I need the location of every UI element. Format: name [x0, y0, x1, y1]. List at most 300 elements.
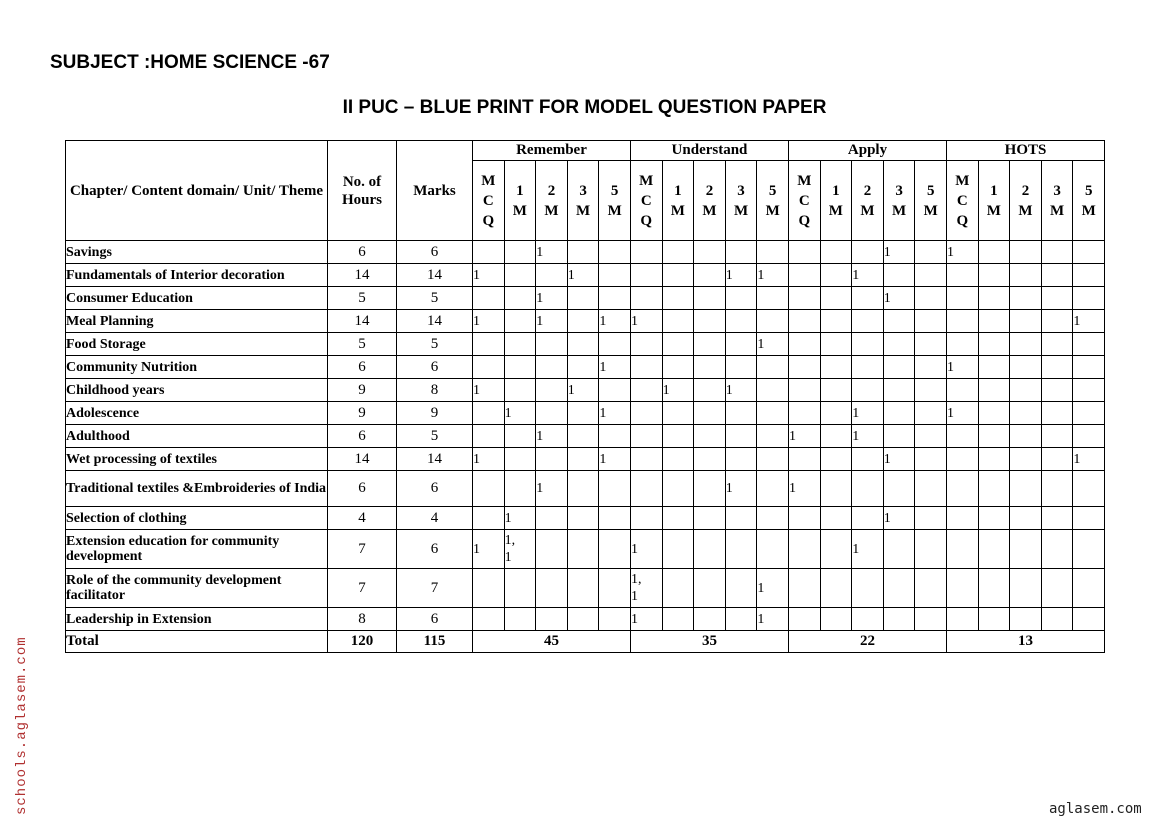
row-cell [915, 241, 947, 264]
row-cell [757, 448, 789, 471]
row-cell: 1, 1 [630, 569, 662, 608]
row-cell [947, 608, 979, 631]
row-cell [662, 608, 694, 631]
row-cell [1073, 425, 1105, 448]
row-cell [599, 425, 631, 448]
row-chapter-name: Wet processing of textiles [66, 448, 328, 471]
row-cell [1073, 356, 1105, 379]
row-cell [567, 425, 599, 448]
row-cell [1010, 287, 1042, 310]
row-cell [757, 287, 789, 310]
row-cell [757, 425, 789, 448]
row-cell [725, 241, 757, 264]
row-cell [473, 287, 505, 310]
row-cell [1073, 402, 1105, 425]
row-cell: 1 [757, 333, 789, 356]
row-cell [852, 608, 884, 631]
subheader-hots-4: 5 M [1073, 161, 1105, 241]
row-cell [947, 530, 979, 569]
row-cell [662, 402, 694, 425]
row-cell [630, 448, 662, 471]
row-cell [915, 507, 947, 530]
row-cell [947, 448, 979, 471]
row-cell [1041, 471, 1073, 507]
row-chapter-name: Extension education for community development [66, 530, 328, 569]
row-chapter-name: Fundamentals of Interior decoration [66, 264, 328, 287]
row-cell: 1 [599, 402, 631, 425]
row-chapter-name: Consumer Education [66, 287, 328, 310]
row-cell: 1 [757, 608, 789, 631]
row-cell [567, 507, 599, 530]
row-marks: 4 [397, 507, 473, 530]
subheader-understand-0: M C Q [630, 161, 662, 241]
row-cell [883, 379, 915, 402]
row-cell: 1 [1073, 448, 1105, 471]
row-cell [789, 310, 821, 333]
row-marks: 5 [397, 333, 473, 356]
row-cell [852, 287, 884, 310]
row-cell [915, 379, 947, 402]
row-cell: 1 [757, 264, 789, 287]
row-cell [978, 264, 1010, 287]
row-marks: 7 [397, 569, 473, 608]
row-cell [820, 530, 852, 569]
row-cell [694, 310, 726, 333]
row-cell: 1 [504, 402, 536, 425]
subheader-apply-4: 5 M [915, 161, 947, 241]
row-cell [1010, 471, 1042, 507]
row-cell [630, 356, 662, 379]
total-hours: 120 [328, 631, 397, 653]
row-marks: 14 [397, 310, 473, 333]
header-group-apply: Apply [789, 141, 947, 161]
row-chapter-name: Childhood years [66, 379, 328, 402]
header-group-remember: Remember [473, 141, 631, 161]
row-cell [567, 333, 599, 356]
row-cell [789, 241, 821, 264]
row-cell [789, 356, 821, 379]
row-cell [630, 425, 662, 448]
table-row [66, 356, 1105, 379]
total-label: Total [66, 631, 328, 653]
row-hours: 6 [328, 356, 397, 379]
row-cell [599, 333, 631, 356]
row-cell [978, 569, 1010, 608]
row-cell [1073, 471, 1105, 507]
row-chapter-name: Selection of clothing [66, 507, 328, 530]
row-cell [820, 507, 852, 530]
row-cell [883, 264, 915, 287]
row-cell: 1 [757, 569, 789, 608]
subheader-remember-2: 2 M [536, 161, 568, 241]
row-cell [978, 425, 1010, 448]
row-cell [820, 287, 852, 310]
row-cell: 1 [725, 471, 757, 507]
row-cell [1041, 530, 1073, 569]
row-cell [915, 310, 947, 333]
row-cell [725, 310, 757, 333]
row-cell [630, 264, 662, 287]
row-cell [947, 287, 979, 310]
table-row [66, 448, 1105, 471]
row-cell [757, 507, 789, 530]
row-cell [978, 287, 1010, 310]
row-chapter-name: Meal Planning [66, 310, 328, 333]
row-cell: 1 [725, 264, 757, 287]
table-row [66, 264, 1105, 287]
row-cell [504, 264, 536, 287]
row-cell [536, 569, 568, 608]
row-cell [978, 379, 1010, 402]
row-cell [473, 507, 505, 530]
row-cell [504, 569, 536, 608]
row-cell [820, 241, 852, 264]
row-cell [789, 448, 821, 471]
row-cell [1041, 379, 1073, 402]
row-cell [567, 471, 599, 507]
row-hours: 4 [328, 507, 397, 530]
row-cell: 1 [504, 507, 536, 530]
row-cell [852, 310, 884, 333]
row-cell [567, 608, 599, 631]
subheader-understand-1: 1 M [662, 161, 694, 241]
row-marks: 5 [397, 287, 473, 310]
row-cell: 1 [947, 356, 979, 379]
row-cell [536, 402, 568, 425]
row-cell [630, 241, 662, 264]
row-chapter-name: Food Storage [66, 333, 328, 356]
row-cell: 1 [725, 379, 757, 402]
row-cell: 1 [567, 379, 599, 402]
row-cell [725, 507, 757, 530]
row-hours: 7 [328, 530, 397, 569]
row-cell: 1 [630, 310, 662, 333]
total-remember: 45 [473, 631, 631, 653]
row-cell [694, 356, 726, 379]
subject-heading: SUBJECT :HOME SCIENCE -67 [50, 52, 330, 73]
table-row [66, 507, 1105, 530]
row-cell [504, 379, 536, 402]
row-hours: 9 [328, 379, 397, 402]
table-row [66, 402, 1105, 425]
row-cell [820, 333, 852, 356]
row-cell [820, 448, 852, 471]
row-marks: 6 [397, 530, 473, 569]
row-cell [599, 264, 631, 287]
row-hours: 7 [328, 569, 397, 608]
row-cell [789, 507, 821, 530]
row-cell [915, 425, 947, 448]
row-cell [725, 333, 757, 356]
row-cell [694, 569, 726, 608]
row-cell [630, 333, 662, 356]
row-cell: 1 [947, 241, 979, 264]
row-cell [789, 333, 821, 356]
row-cell [473, 356, 505, 379]
row-cell [852, 569, 884, 608]
row-cell: 1 [883, 241, 915, 264]
row-cell [1010, 530, 1042, 569]
row-cell [630, 287, 662, 310]
row-cell [820, 264, 852, 287]
row-cell [947, 471, 979, 507]
row-cell [694, 264, 726, 287]
row-cell: 1 [473, 264, 505, 287]
row-cell: 1 [852, 264, 884, 287]
row-cell [567, 310, 599, 333]
table-row [66, 333, 1105, 356]
table-row [66, 530, 1105, 569]
row-cell [599, 379, 631, 402]
row-cell: 1 [599, 356, 631, 379]
row-cell: 1 [473, 310, 505, 333]
row-cell [820, 608, 852, 631]
row-cell [599, 241, 631, 264]
row-cell [915, 287, 947, 310]
row-cell [725, 569, 757, 608]
row-cell [852, 379, 884, 402]
row-cell [473, 241, 505, 264]
row-hours: 14 [328, 264, 397, 287]
row-cell [662, 287, 694, 310]
row-cell [473, 471, 505, 507]
header-hours: No. of Hours [328, 141, 397, 241]
row-cell: 1 [852, 402, 884, 425]
row-cell: 1 [630, 608, 662, 631]
row-cell [567, 356, 599, 379]
row-cell [915, 402, 947, 425]
row-cell [630, 379, 662, 402]
row-marks: 14 [397, 448, 473, 471]
row-cell [630, 507, 662, 530]
row-cell [630, 402, 662, 425]
row-cell [599, 569, 631, 608]
row-cell [567, 530, 599, 569]
row-cell [1073, 507, 1105, 530]
row-cell [852, 356, 884, 379]
row-cell [757, 356, 789, 379]
row-cell: 1 [599, 448, 631, 471]
row-cell [599, 608, 631, 631]
row-marks: 14 [397, 264, 473, 287]
row-cell [852, 241, 884, 264]
row-cell [852, 448, 884, 471]
row-cell [1010, 448, 1042, 471]
subheader-understand-3: 3 M [725, 161, 757, 241]
row-cell [757, 402, 789, 425]
row-cell: 1 [852, 530, 884, 569]
row-cell [599, 507, 631, 530]
row-cell [789, 569, 821, 608]
row-cell [662, 530, 694, 569]
row-cell [1041, 287, 1073, 310]
row-cell [694, 333, 726, 356]
row-cell [883, 310, 915, 333]
row-hours: 14 [328, 310, 397, 333]
row-cell [757, 530, 789, 569]
page-title: II PUC – BLUE PRINT FOR MODEL QUESTION PAPER [342, 97, 827, 118]
row-cell [947, 264, 979, 287]
row-cell [852, 471, 884, 507]
row-cell [1041, 608, 1073, 631]
row-cell [536, 379, 568, 402]
row-cell [694, 530, 726, 569]
row-cell [694, 379, 726, 402]
row-cell [978, 448, 1010, 471]
row-cell [978, 608, 1010, 631]
row-cell [504, 241, 536, 264]
row-cell: 1 [473, 530, 505, 569]
row-cell [1073, 379, 1105, 402]
row-cell [536, 448, 568, 471]
row-cell [694, 425, 726, 448]
row-cell [883, 333, 915, 356]
row-cell [978, 356, 1010, 379]
row-hours: 6 [328, 241, 397, 264]
row-cell [567, 402, 599, 425]
row-cell [599, 471, 631, 507]
row-cell [947, 569, 979, 608]
total-hots: 13 [947, 631, 1105, 653]
header-marks: Marks [397, 141, 473, 241]
row-cell [694, 507, 726, 530]
total-marks: 115 [397, 631, 473, 653]
row-cell [1041, 264, 1073, 287]
row-cell [504, 356, 536, 379]
row-cell [1010, 425, 1042, 448]
row-cell [1041, 425, 1073, 448]
row-cell: 1 [536, 241, 568, 264]
row-cell [820, 379, 852, 402]
row-cell [1073, 530, 1105, 569]
row-cell [567, 241, 599, 264]
row-cell [1073, 287, 1105, 310]
subheader-apply-2: 2 M [852, 161, 884, 241]
table-row [66, 425, 1105, 448]
row-cell: 1 [852, 425, 884, 448]
row-cell [915, 530, 947, 569]
row-cell [1010, 310, 1042, 333]
row-cell [820, 402, 852, 425]
row-cell [504, 310, 536, 333]
row-cell [757, 471, 789, 507]
row-cell [694, 448, 726, 471]
watermark-left: schools.aglasem.com [14, 636, 30, 815]
row-cell [725, 356, 757, 379]
row-cell [1041, 507, 1073, 530]
row-marks: 5 [397, 425, 473, 448]
row-cell [1073, 241, 1105, 264]
row-chapter-name: Leadership in Extension [66, 608, 328, 631]
row-cell: 1 [789, 471, 821, 507]
row-cell [1073, 264, 1105, 287]
row-cell [789, 264, 821, 287]
row-hours: 8 [328, 608, 397, 631]
row-cell [1041, 402, 1073, 425]
row-cell: 1 [536, 471, 568, 507]
table-row [66, 287, 1105, 310]
watermark-right: aglasem.com [1049, 801, 1142, 817]
row-cell [1041, 241, 1073, 264]
subheader-apply-1: 1 M [820, 161, 852, 241]
row-cell [947, 310, 979, 333]
row-hours: 6 [328, 425, 397, 448]
row-cell [567, 448, 599, 471]
row-cell [504, 608, 536, 631]
row-cell [536, 264, 568, 287]
table-row [66, 310, 1105, 333]
row-cell [536, 507, 568, 530]
row-cell [536, 608, 568, 631]
row-cell [1073, 608, 1105, 631]
row-cell [662, 333, 694, 356]
row-cell [820, 471, 852, 507]
row-cell [473, 569, 505, 608]
row-hours: 14 [328, 448, 397, 471]
row-cell [852, 333, 884, 356]
row-chapter-name: Role of the community development facilitator [66, 569, 328, 608]
row-cell [789, 608, 821, 631]
row-cell: 1 [662, 379, 694, 402]
row-cell [473, 402, 505, 425]
row-cell [599, 287, 631, 310]
row-chapter-name: Adulthood [66, 425, 328, 448]
subheader-remember-1: 1 M [504, 161, 536, 241]
row-hours: 5 [328, 333, 397, 356]
row-cell [1010, 608, 1042, 631]
row-cell: 1 [630, 530, 662, 569]
row-cell [725, 402, 757, 425]
row-cell: 1 [599, 310, 631, 333]
row-cell [567, 569, 599, 608]
row-chapter-name: Adolescence [66, 402, 328, 425]
row-cell [789, 402, 821, 425]
subheader-understand-4: 5 M [757, 161, 789, 241]
row-cell [1073, 333, 1105, 356]
row-cell [662, 507, 694, 530]
row-cell [1010, 264, 1042, 287]
row-cell [725, 425, 757, 448]
row-cell: 1 [883, 507, 915, 530]
row-cell [662, 425, 694, 448]
row-cell [504, 287, 536, 310]
row-cell: 1 [1073, 310, 1105, 333]
row-cell [694, 608, 726, 631]
subheader-hots-2: 2 M [1010, 161, 1042, 241]
row-cell [694, 287, 726, 310]
subheader-apply-3: 3 M [883, 161, 915, 241]
row-cell [662, 241, 694, 264]
row-cell [757, 310, 789, 333]
row-cell [504, 333, 536, 356]
table-row [66, 241, 1105, 264]
row-cell [1041, 569, 1073, 608]
row-cell [473, 608, 505, 631]
row-cell [1010, 507, 1042, 530]
row-cell [630, 471, 662, 507]
row-cell [504, 471, 536, 507]
row-cell [694, 402, 726, 425]
row-cell [978, 310, 1010, 333]
row-cell [789, 379, 821, 402]
row-cell [694, 241, 726, 264]
row-cell [947, 425, 979, 448]
row-cell: 1 [947, 402, 979, 425]
row-cell [536, 333, 568, 356]
blueprint-table [65, 140, 1105, 653]
row-chapter-name: Traditional textiles &Embroideries of India [66, 471, 328, 507]
row-chapter-name: Community Nutrition [66, 356, 328, 379]
